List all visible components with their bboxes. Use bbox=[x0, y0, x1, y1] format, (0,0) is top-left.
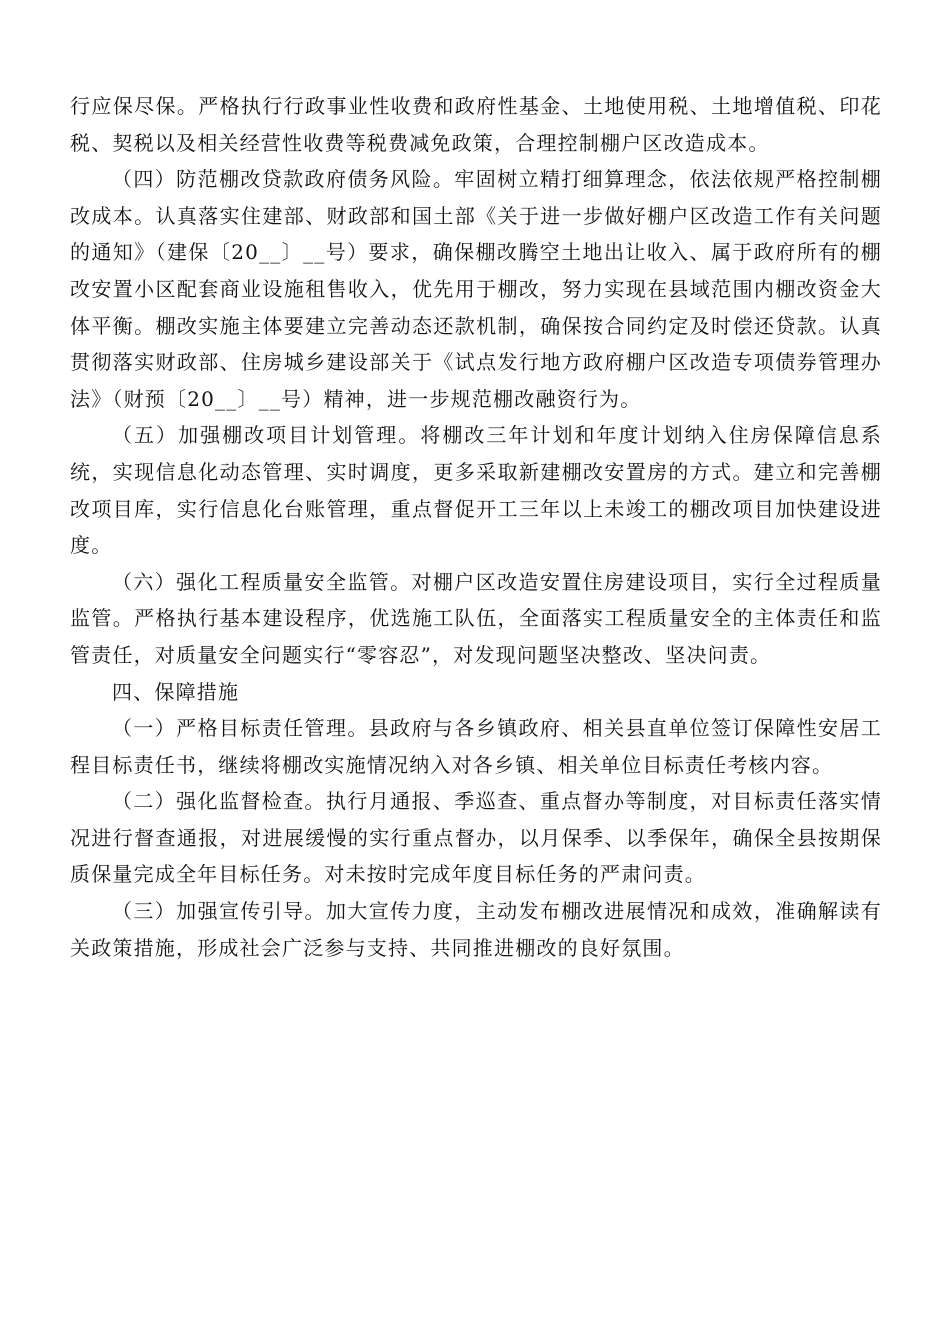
document-body bbox=[70, 88, 882, 966]
paragraph-continued-tax-relief: 行应保尽保。严格执行行政事业性收费和政府性基金、土地使用税、土地增值税、印花税、契税以及相关经营性收费等税费减免政策，合理控制棚户区改造成本。 bbox=[70, 94, 882, 155]
paragraph-target-responsibility: （一）严格目标责任管理。县政府与各乡镇政府、相关县直单位签订保障性安居工程目标责任书，继续将棚改实施情况纳入对各乡镇、相关单位目标责任考核内容。 bbox=[70, 716, 882, 777]
paragraph-project-plan: （五）加强棚改项目计划管理。将棚改三年计划和年度计划纳入住房保障信息系统，实现信息化动态管理、实时调度，更多采取新建棚改安置房的方式。建立和完善棚改项目库，实行信息化台账管理，重点督促开工三年以上未竣工的棚改项目加快建设进度。 bbox=[70, 423, 882, 558]
paragraph-publicity: （三）加强宣传引导。加大宣传力度，主动发布棚改进展情况和成效，准确解读有关政策措施，形成社会广泛参与支持、共同推进棚改的良好氛围。 bbox=[70, 899, 882, 960]
paragraph-quality-safety: （六）强化工程质量安全监管。对棚户区改造安置住房建设项目，实行全过程质量监管。严格执行基本建设程序，优选施工队伍，全面落实工程质量安全的主体责任和监管责任，对质量安全问题实行“零容忍”，对发现问题坚决整改、坚决问责。 bbox=[70, 569, 882, 667]
paragraph-debt-risk: （四）防范棚改贷款政府债务风险。牢固树立精打细算理念，依法依规严格控制棚改成本。认真落实住建部、财政部和国土部《关于进一步做好棚户区改造工作有关问题的通知》（建保〔20__〕__号）要求，确保棚改腾空土地出让收入、属于政府所有的棚改安置小区配套商业设施租售收入，优先用于棚改，努力实现在县域范围内棚改资金大体平衡。棚改实施主体要建立完善动态还款机制，确保按合同约定及时偿还贷款。认真贯彻落实财政部、住房城乡建设部关于《试点发行地方政府棚户区改造专项债券管理办法》（财预〔20__〕__号）精神，进一步规范棚改融资行为。 bbox=[70, 167, 882, 411]
paragraph-supervision: （二）强化监督检查。执行月通报、季巡查、重点督办等制度，对目标责任落实情况进行督查通报，对进展缓慢的实行重点督办，以月保季、以季保年，确保全县按期保质保量完成全年目标任务。对未按时完成年度目标任务的严肃问责。 bbox=[70, 789, 882, 887]
section-heading-safeguards: 四、保障措施 bbox=[112, 679, 240, 704]
